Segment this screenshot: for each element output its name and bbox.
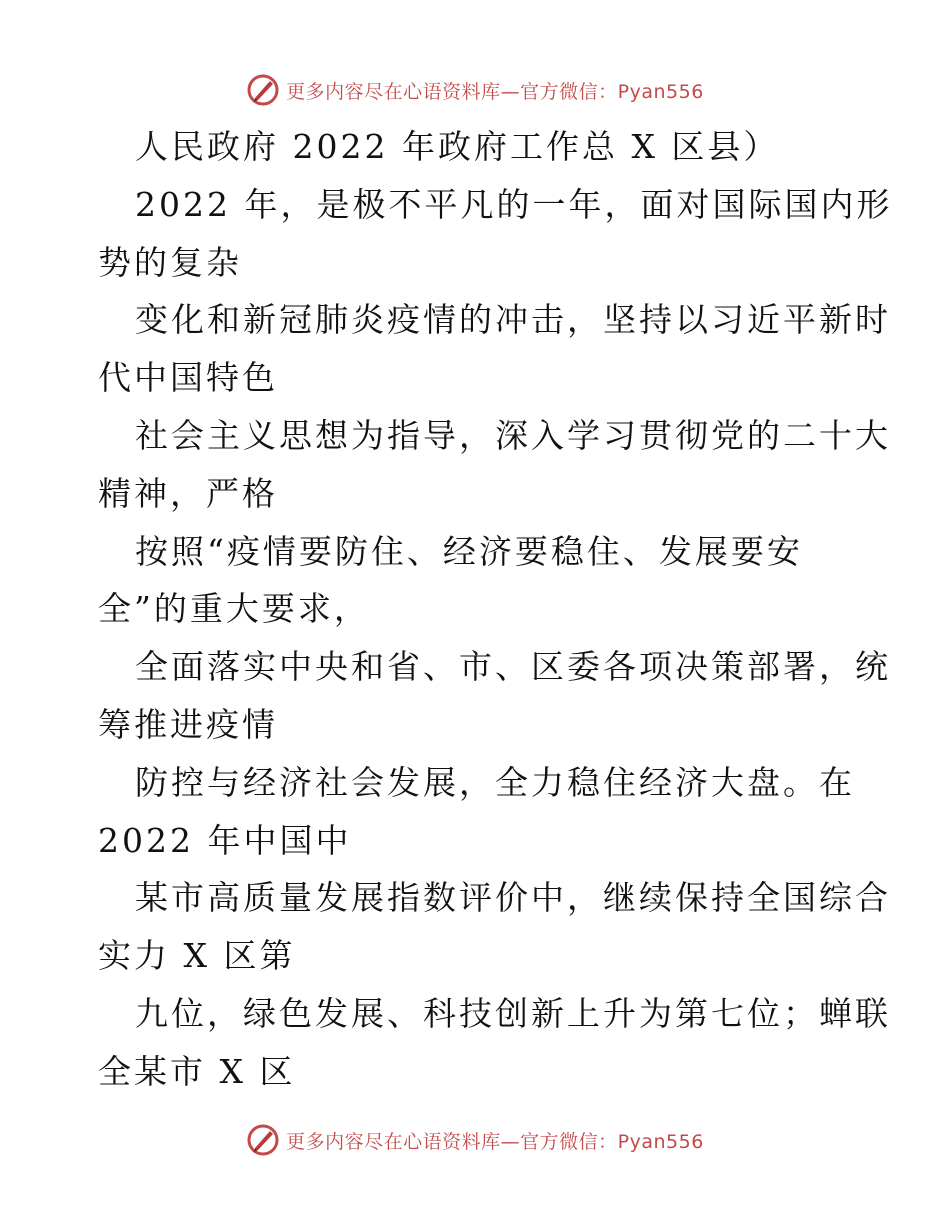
text-line: 人民政府 2022 年政府工作总 X 区县） bbox=[135, 127, 780, 166]
text-line: 全”的重大要求， bbox=[98, 589, 370, 629]
text-line: 筹推进疫情 bbox=[98, 704, 278, 744]
text-line: 社会主义思想为指导，深入学习贯彻党的二十大 bbox=[135, 415, 891, 455]
text-line: 九位，绿色发展、科技创新上升为第七位；蝉联 bbox=[135, 993, 891, 1033]
text-line: 防控与经济社会发展，全力稳住经济大盘。在 bbox=[135, 762, 855, 802]
text-line: 全面落实中央和省、市、区委各项决策部署，统 bbox=[135, 647, 891, 687]
watermark-text: 更多内容尽在心语资料库—官方微信：Pyan556 bbox=[286, 1130, 704, 1153]
document-body bbox=[98, 118, 893, 1101]
text-line: 按照“疫情要防住、经济要稳住、发展要安 bbox=[135, 531, 803, 571]
text-line: 2022 年，是极不平凡的一年，面对国际国内形 bbox=[135, 184, 893, 224]
text-line: 代中国特色 bbox=[98, 358, 278, 398]
text-line: 某市高质量发展指数评价中，继续保持全国综合 bbox=[135, 878, 891, 918]
text-line: 变化和新冠肺炎疫情的冲击，坚持以习近平新时 bbox=[135, 300, 891, 340]
watermark-footer bbox=[0, 1120, 950, 1160]
text-line: 精神，严格 bbox=[98, 473, 278, 513]
quill-logo-icon bbox=[246, 1123, 280, 1157]
text-line: 实力 X 区第 bbox=[98, 936, 296, 976]
text-line: 势的复杂 bbox=[98, 242, 242, 282]
watermark-text: 更多内容尽在心语资料库—官方微信：Pyan556 bbox=[286, 80, 704, 103]
text-line: 2022 年中国中 bbox=[98, 820, 352, 860]
quill-logo-icon bbox=[246, 73, 280, 107]
watermark-header bbox=[0, 70, 950, 110]
text-line: 全某市 X 区 bbox=[98, 1051, 296, 1091]
